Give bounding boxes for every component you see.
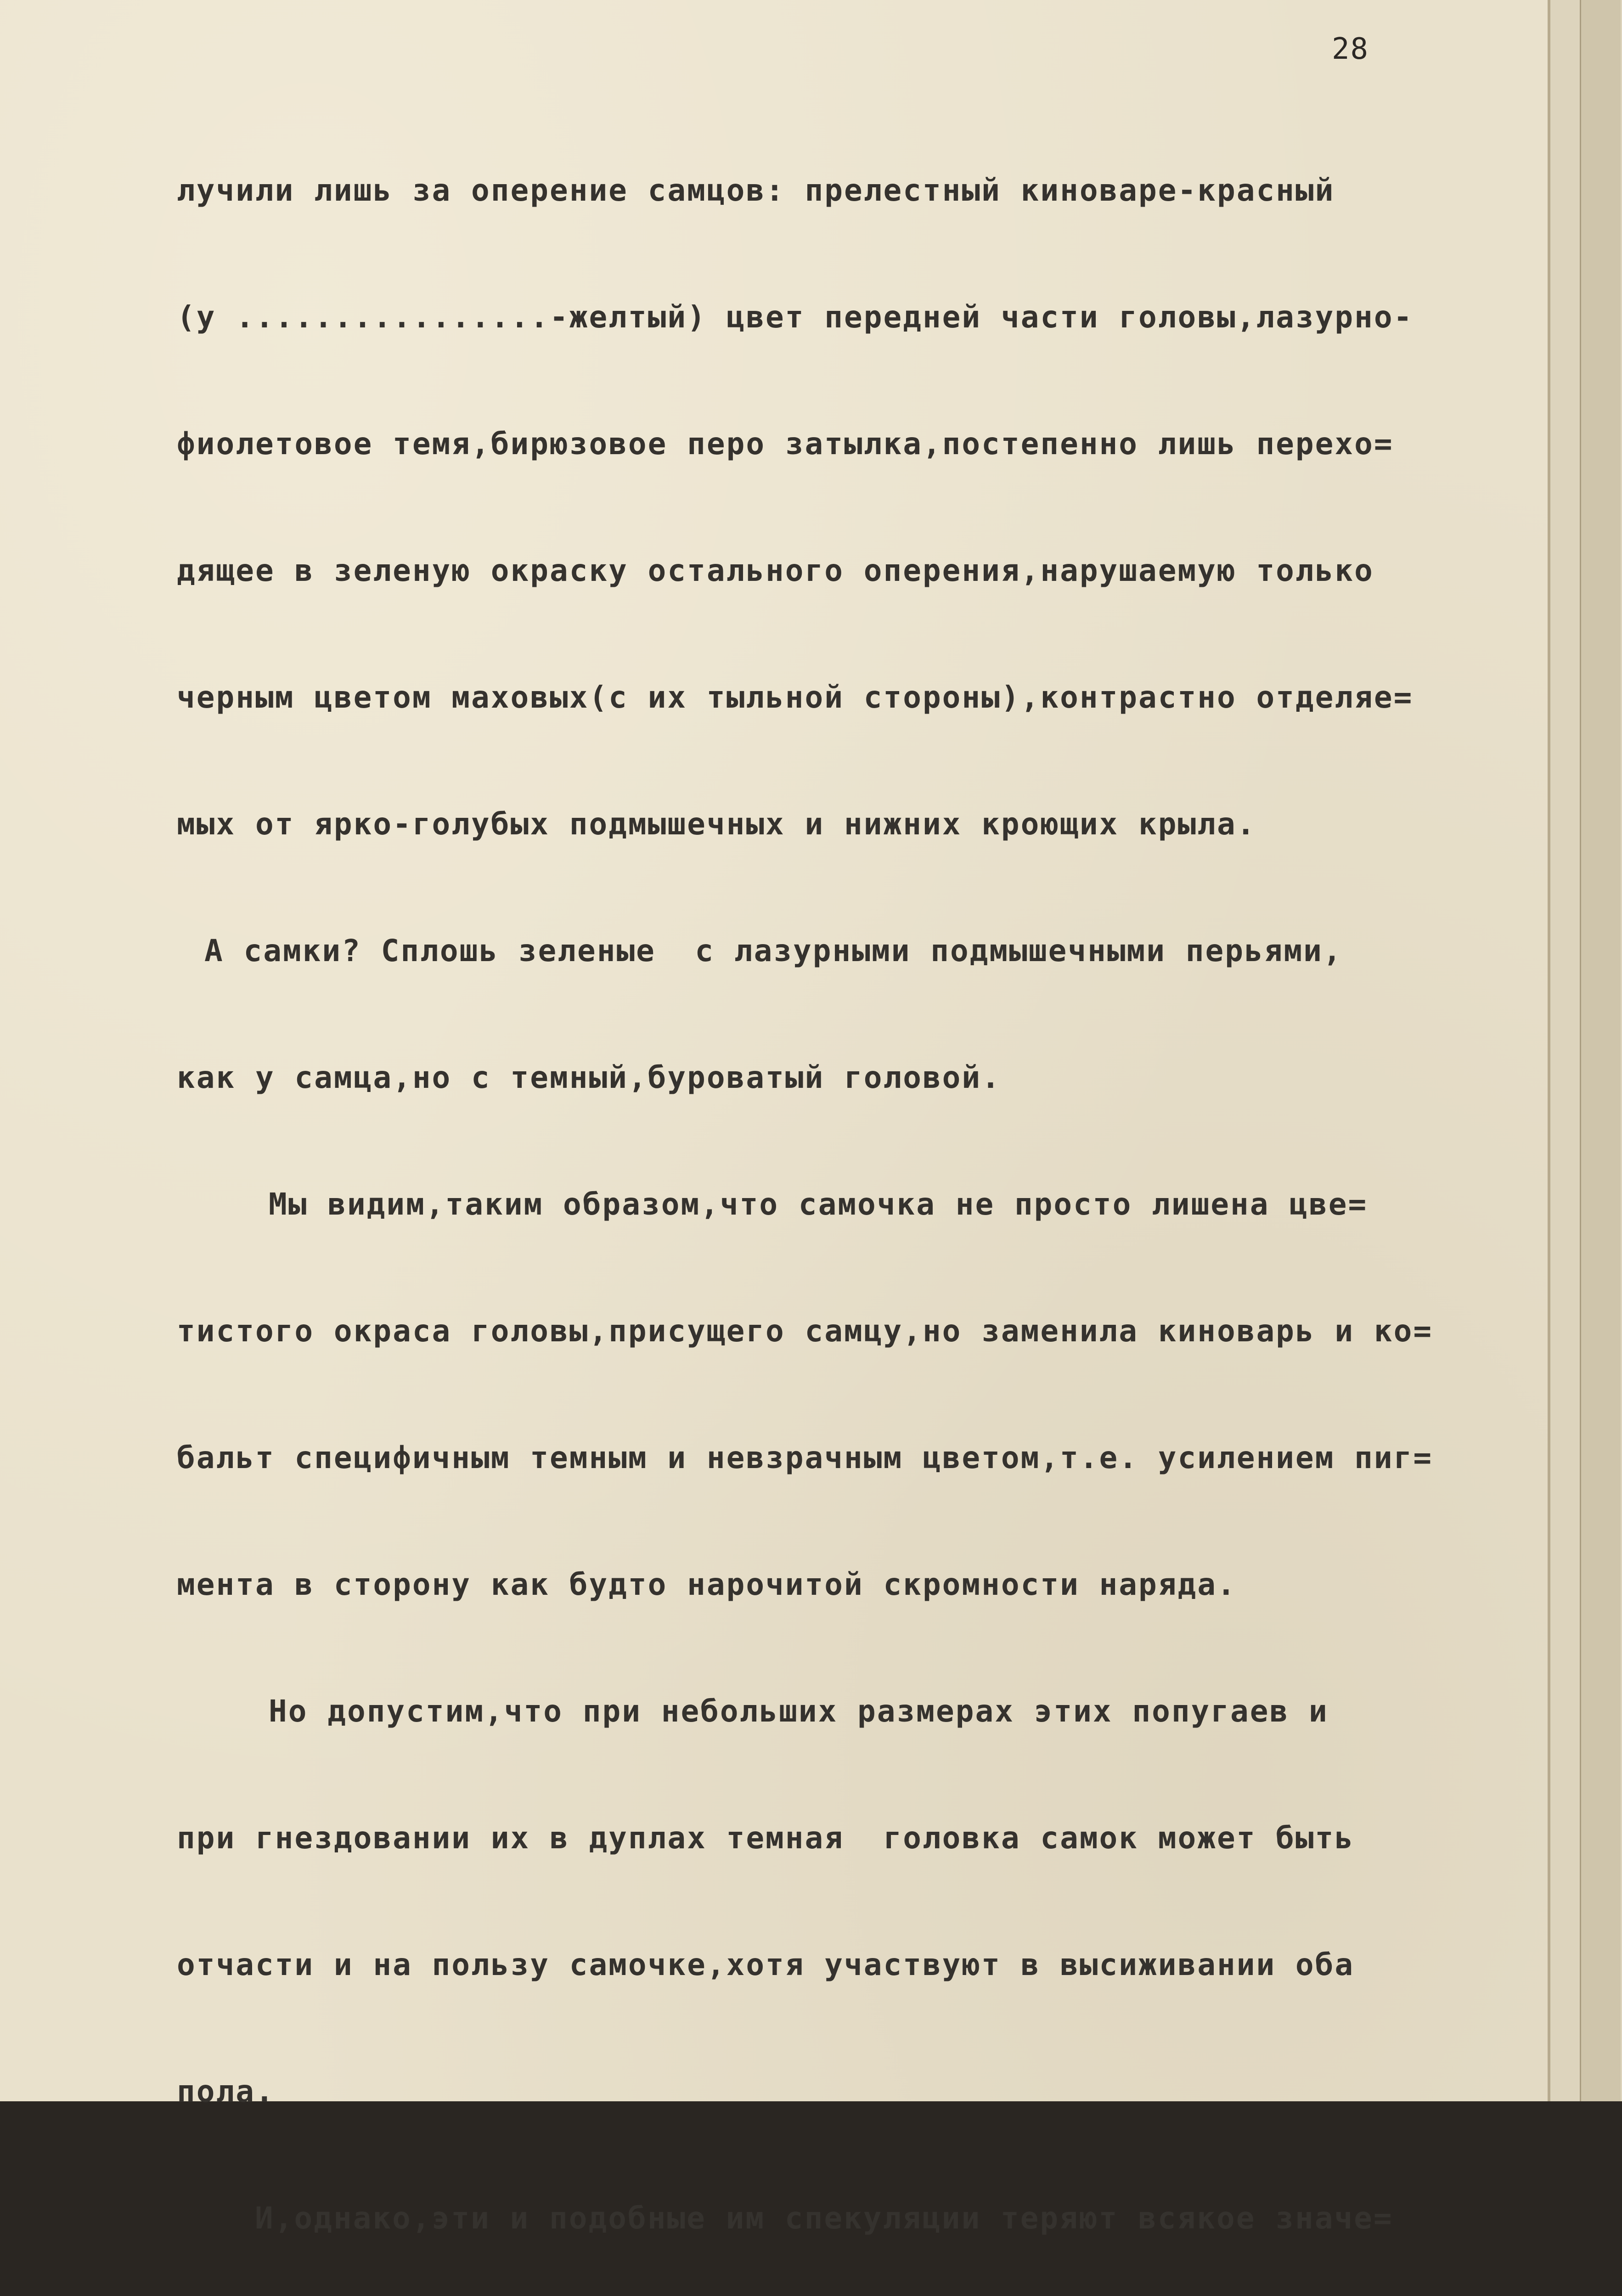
text-line: как у самца,но с темный,буроватый головой. [177,1060,1001,1095]
text-line: мента в сторону как будто нарочитой скромности наряда. [177,1567,1237,1602]
text-line: (у ................-желтый) цвет передней части головы,лазурно- [177,299,1414,335]
text-line: тистого окраса головы,присущего самцу,но заменила киноварь и ко= [177,1313,1433,1349]
text-line: пола. [177,2074,275,2109]
page-body [177,92,1509,2296]
page-number: 28 [1332,32,1369,66]
text-line: бальт специфичным темным и невзрачным цветом,т.е. усилением пиг= [177,1440,1433,1475]
background-page-edge [1580,0,1621,2101]
text-line: И,однако,эти и подобные им спекуляции теряют всякое значе= [255,2200,1393,2236]
text-line: при гнездовании их в дуплах темная головка самок может быть [177,1820,1355,1856]
text-line: фиолетовое темя,бирюзовое перо затылка,постепенно лишь перехо= [177,426,1394,461]
text-line: мых от ярко-голубых подмышечных и нижних кроющих крыла. [177,806,1256,842]
text-line: отчасти и на пользу самочке,хотя участвуют в высиживании оба [177,1947,1355,1982]
text-line: дящее в зеленую окраску остального оперения,нарушаемую только [177,553,1374,588]
text-line: черным цветом маховых(с их тыльной стороны),контрастно отделяе= [177,680,1414,715]
text-line: Но допустим,что при небольших размерах этих попугаев и [269,1694,1329,1729]
text-line: Мы видим,таким образом,что самочка не просто лишена цве= [269,1187,1368,1222]
text-line: лучили лишь за оперение самцов: прелестный киноваре-красный [177,173,1335,208]
text-line: А самки? Сплошь зеленые с лазурными подмышечными перьями, [204,933,1343,968]
